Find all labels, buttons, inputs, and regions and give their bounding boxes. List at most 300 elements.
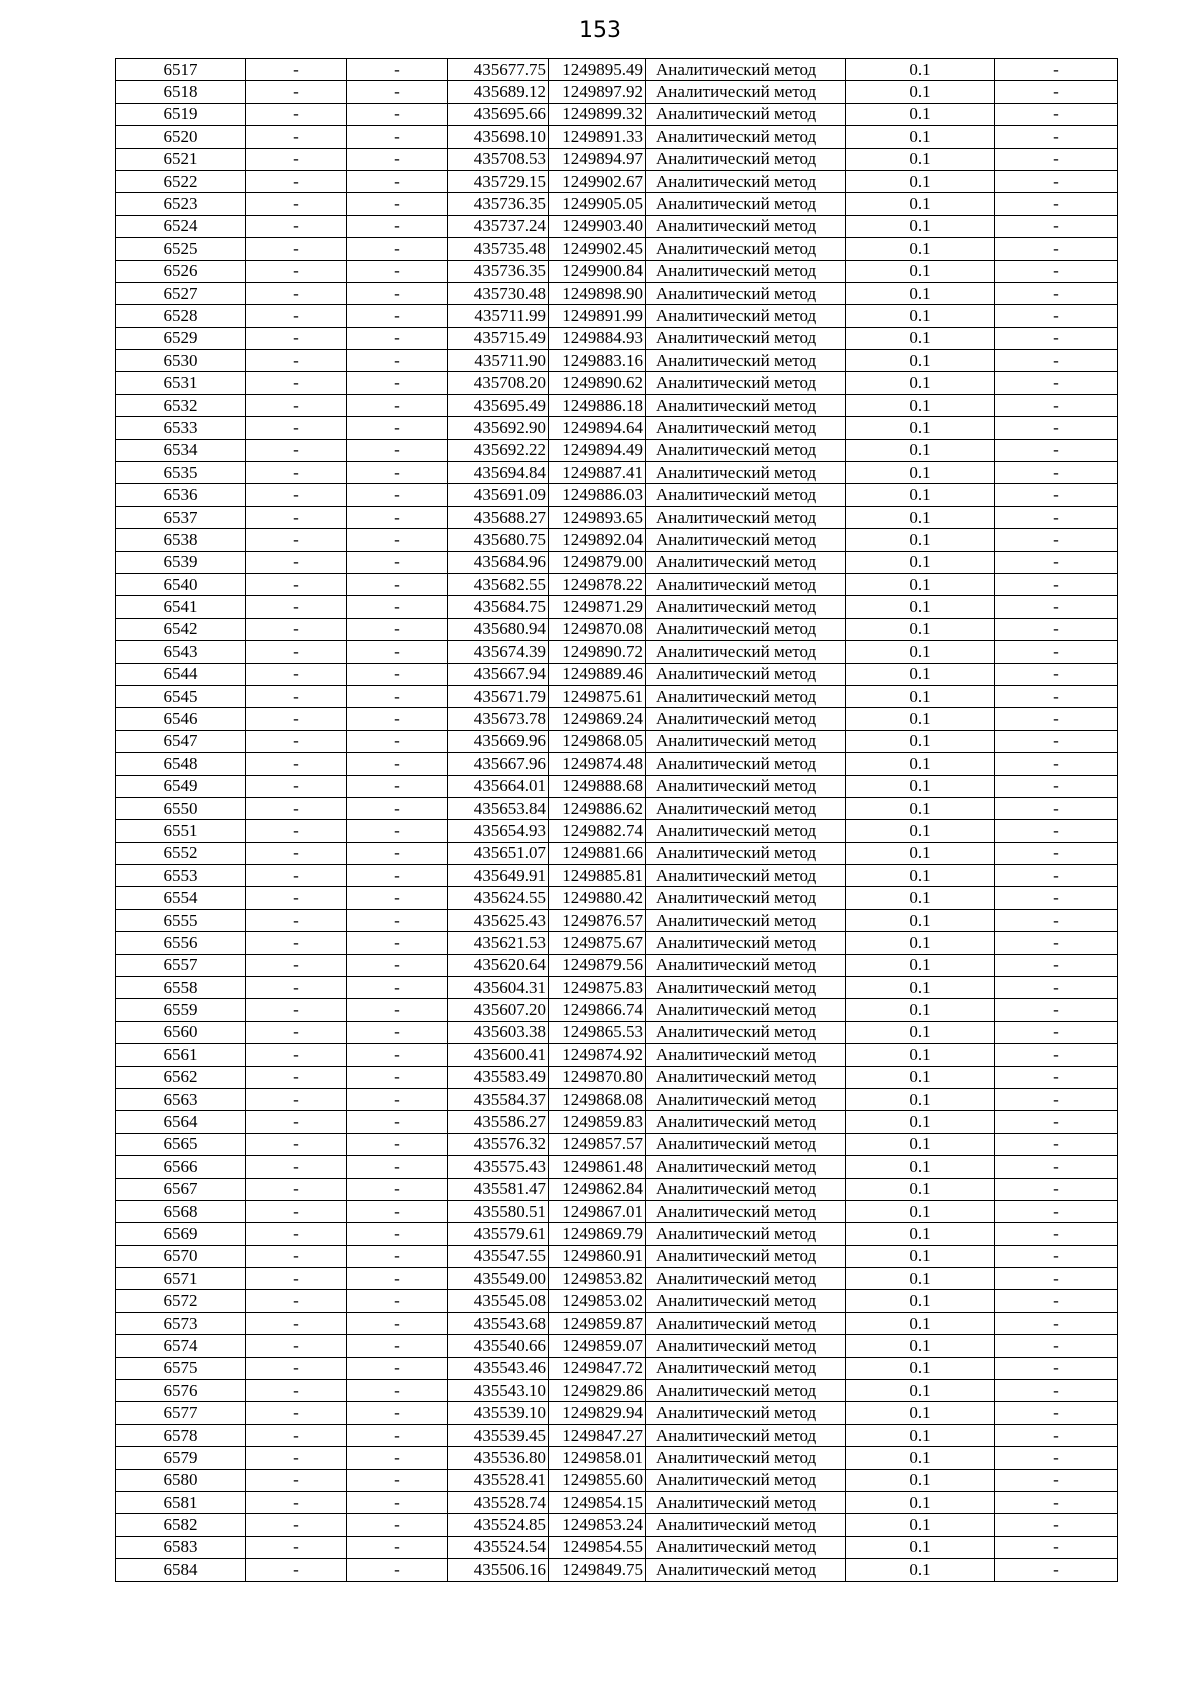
method-cell: Аналитический метод — [646, 1514, 846, 1536]
x-coordinate-cell: 435677.75 — [448, 59, 549, 81]
table-row — [116, 1066, 1118, 1088]
method-cell: Аналитический метод — [646, 573, 846, 595]
table-row — [116, 462, 1118, 484]
x-coordinate-cell: 435736.35 — [448, 260, 549, 282]
col2-cell: - — [246, 462, 347, 484]
col8-cell: - — [995, 81, 1118, 103]
col8-cell: - — [995, 1111, 1118, 1133]
col3-cell: - — [347, 1223, 448, 1245]
point-number-cell: 6523 — [116, 193, 246, 215]
col2-cell: - — [246, 260, 347, 282]
y-coordinate-cell: 1249854.15 — [549, 1492, 646, 1514]
col8-cell: - — [995, 282, 1118, 304]
y-coordinate-cell: 1249853.82 — [549, 1268, 646, 1290]
accuracy-cell: 0.1 — [846, 1335, 995, 1357]
table-row — [116, 238, 1118, 260]
method-cell: Аналитический метод — [646, 1335, 846, 1357]
point-number-cell: 6543 — [116, 641, 246, 663]
col2-cell: - — [246, 394, 347, 416]
table-row — [116, 1133, 1118, 1155]
table-row — [116, 797, 1118, 819]
col2-cell: - — [246, 1514, 347, 1536]
point-number-cell: 6584 — [116, 1559, 246, 1581]
point-number-cell: 6531 — [116, 372, 246, 394]
col3-cell: - — [347, 1088, 448, 1110]
point-number-cell: 6578 — [116, 1424, 246, 1446]
col8-cell: - — [995, 887, 1118, 909]
col2-cell: - — [246, 1402, 347, 1424]
col2-cell: - — [246, 977, 347, 999]
col8-cell: - — [995, 775, 1118, 797]
x-coordinate-cell: 435604.31 — [448, 977, 549, 999]
y-coordinate-cell: 1249853.02 — [549, 1290, 646, 1312]
x-coordinate-cell: 435711.90 — [448, 350, 549, 372]
table-row — [116, 327, 1118, 349]
table-row — [116, 170, 1118, 192]
col3-cell: - — [347, 282, 448, 304]
method-cell: Аналитический метод — [646, 708, 846, 730]
y-coordinate-cell: 1249875.83 — [549, 977, 646, 999]
accuracy-cell: 0.1 — [846, 842, 995, 864]
method-cell: Аналитический метод — [646, 170, 846, 192]
x-coordinate-cell: 435524.85 — [448, 1514, 549, 1536]
col2-cell: - — [246, 1223, 347, 1245]
table-row — [116, 954, 1118, 976]
col8-cell: - — [995, 59, 1118, 81]
point-number-cell: 6548 — [116, 753, 246, 775]
col2-cell: - — [246, 170, 347, 192]
col2-cell: - — [246, 1021, 347, 1043]
x-coordinate-cell: 435680.94 — [448, 618, 549, 640]
table-row — [116, 126, 1118, 148]
col8-cell: - — [995, 170, 1118, 192]
x-coordinate-cell: 435667.96 — [448, 753, 549, 775]
x-coordinate-cell: 435543.46 — [448, 1357, 549, 1379]
accuracy-cell: 0.1 — [846, 596, 995, 618]
x-coordinate-cell: 435539.10 — [448, 1402, 549, 1424]
accuracy-cell: 0.1 — [846, 81, 995, 103]
col3-cell: - — [347, 260, 448, 282]
accuracy-cell: 0.1 — [846, 641, 995, 663]
method-cell: Аналитический метод — [646, 977, 846, 999]
accuracy-cell: 0.1 — [846, 977, 995, 999]
table-row — [116, 1492, 1118, 1514]
x-coordinate-cell: 435528.41 — [448, 1469, 549, 1491]
method-cell: Аналитический метод — [646, 305, 846, 327]
y-coordinate-cell: 1249894.64 — [549, 417, 646, 439]
x-coordinate-cell: 435730.48 — [448, 282, 549, 304]
table-row — [116, 1245, 1118, 1267]
col8-cell: - — [995, 1290, 1118, 1312]
col3-cell: - — [347, 1402, 448, 1424]
accuracy-cell: 0.1 — [846, 327, 995, 349]
point-number-cell: 6532 — [116, 394, 246, 416]
col2-cell: - — [246, 1268, 347, 1290]
method-cell: Аналитический метод — [646, 193, 846, 215]
x-coordinate-cell: 435540.66 — [448, 1335, 549, 1357]
point-number-cell: 6541 — [116, 596, 246, 618]
method-cell: Аналитический метод — [646, 551, 846, 573]
table-row — [116, 305, 1118, 327]
x-coordinate-cell: 435624.55 — [448, 887, 549, 909]
col2-cell: - — [246, 1492, 347, 1514]
table-row — [116, 708, 1118, 730]
accuracy-cell: 0.1 — [846, 372, 995, 394]
point-number-cell: 6567 — [116, 1178, 246, 1200]
col3-cell: - — [347, 1536, 448, 1558]
y-coordinate-cell: 1249847.27 — [549, 1424, 646, 1446]
accuracy-cell: 0.1 — [846, 1111, 995, 1133]
point-number-cell: 6564 — [116, 1111, 246, 1133]
col2-cell: - — [246, 506, 347, 528]
col2-cell: - — [246, 529, 347, 551]
x-coordinate-cell: 435692.90 — [448, 417, 549, 439]
table-row — [116, 820, 1118, 842]
accuracy-cell: 0.1 — [846, 685, 995, 707]
y-coordinate-cell: 1249874.48 — [549, 753, 646, 775]
col8-cell: - — [995, 1066, 1118, 1088]
method-cell: Аналитический метод — [646, 641, 846, 663]
y-coordinate-cell: 1249829.94 — [549, 1402, 646, 1424]
x-coordinate-cell: 435583.49 — [448, 1066, 549, 1088]
y-coordinate-cell: 1249859.07 — [549, 1335, 646, 1357]
col3-cell: - — [347, 618, 448, 640]
point-number-cell: 6560 — [116, 1021, 246, 1043]
col3-cell: - — [347, 215, 448, 237]
point-number-cell: 6525 — [116, 238, 246, 260]
method-cell: Аналитический метод — [646, 372, 846, 394]
col8-cell: - — [995, 954, 1118, 976]
x-coordinate-cell: 435524.54 — [448, 1536, 549, 1558]
y-coordinate-cell: 1249892.04 — [549, 529, 646, 551]
col8-cell: - — [995, 820, 1118, 842]
col3-cell: - — [347, 1424, 448, 1446]
x-coordinate-cell: 435735.48 — [448, 238, 549, 260]
col3-cell: - — [347, 170, 448, 192]
method-cell: Аналитический метод — [646, 909, 846, 931]
col3-cell: - — [347, 887, 448, 909]
method-cell: Аналитический метод — [646, 417, 846, 439]
col2-cell: - — [246, 1380, 347, 1402]
col8-cell: - — [995, 865, 1118, 887]
col3-cell: - — [347, 1380, 448, 1402]
col3-cell: - — [347, 1178, 448, 1200]
col2-cell: - — [246, 439, 347, 461]
method-cell: Аналитический метод — [646, 1245, 846, 1267]
col2-cell: - — [246, 282, 347, 304]
col8-cell: - — [995, 730, 1118, 752]
col3-cell: - — [347, 1335, 448, 1357]
accuracy-cell: 0.1 — [846, 1447, 995, 1469]
point-number-cell: 6554 — [116, 887, 246, 909]
table-row — [116, 1380, 1118, 1402]
accuracy-cell: 0.1 — [846, 417, 995, 439]
accuracy-cell: 0.1 — [846, 1178, 995, 1200]
col3-cell: - — [347, 394, 448, 416]
col2-cell: - — [246, 685, 347, 707]
col8-cell: - — [995, 327, 1118, 349]
col2-cell: - — [246, 1066, 347, 1088]
accuracy-cell: 0.1 — [846, 1402, 995, 1424]
method-cell: Аналитический метод — [646, 215, 846, 237]
col2-cell: - — [246, 596, 347, 618]
method-cell: Аналитический метод — [646, 1357, 846, 1379]
point-number-cell: 6574 — [116, 1335, 246, 1357]
x-coordinate-cell: 435575.43 — [448, 1156, 549, 1178]
col3-cell: - — [347, 1044, 448, 1066]
col3-cell: - — [347, 103, 448, 125]
x-coordinate-cell: 435729.15 — [448, 170, 549, 192]
col8-cell: - — [995, 103, 1118, 125]
col3-cell: - — [347, 1245, 448, 1267]
point-number-cell: 6552 — [116, 842, 246, 864]
col8-cell: - — [995, 1223, 1118, 1245]
x-coordinate-cell: 435689.12 — [448, 81, 549, 103]
col3-cell: - — [347, 820, 448, 842]
table-row — [116, 753, 1118, 775]
table-row — [116, 439, 1118, 461]
y-coordinate-cell: 1249855.60 — [549, 1469, 646, 1491]
col8-cell: - — [995, 977, 1118, 999]
col2-cell: - — [246, 887, 347, 909]
x-coordinate-cell: 435545.08 — [448, 1290, 549, 1312]
col3-cell: - — [347, 977, 448, 999]
col3-cell: - — [347, 350, 448, 372]
col8-cell: - — [995, 148, 1118, 170]
col8-cell: - — [995, 641, 1118, 663]
col8-cell: - — [995, 1559, 1118, 1581]
col8-cell: - — [995, 1424, 1118, 1446]
col2-cell: - — [246, 1044, 347, 1066]
point-number-cell: 6575 — [116, 1357, 246, 1379]
point-number-cell: 6562 — [116, 1066, 246, 1088]
col3-cell: - — [347, 842, 448, 864]
y-coordinate-cell: 1249861.48 — [549, 1156, 646, 1178]
col2-cell: - — [246, 1469, 347, 1491]
col3-cell: - — [347, 327, 448, 349]
coordinates-table — [115, 58, 1118, 1582]
table-row — [116, 685, 1118, 707]
method-cell: Аналитический метод — [646, 506, 846, 528]
point-number-cell: 6544 — [116, 663, 246, 685]
col3-cell: - — [347, 1559, 448, 1581]
x-coordinate-cell: 435528.74 — [448, 1492, 549, 1514]
col2-cell: - — [246, 1156, 347, 1178]
method-cell: Аналитический метод — [646, 1088, 846, 1110]
method-cell: Аналитический метод — [646, 1268, 846, 1290]
col8-cell: - — [995, 215, 1118, 237]
y-coordinate-cell: 1249894.97 — [549, 148, 646, 170]
col3-cell: - — [347, 932, 448, 954]
col8-cell: - — [995, 663, 1118, 685]
accuracy-cell: 0.1 — [846, 305, 995, 327]
table-row — [116, 909, 1118, 931]
table-row — [116, 260, 1118, 282]
x-coordinate-cell: 435711.99 — [448, 305, 549, 327]
col2-cell: - — [246, 641, 347, 663]
y-coordinate-cell: 1249878.22 — [549, 573, 646, 595]
method-cell: Аналитический метод — [646, 1424, 846, 1446]
table-row — [116, 887, 1118, 909]
col2-cell: - — [246, 1424, 347, 1446]
method-cell: Аналитический метод — [646, 820, 846, 842]
table-row — [116, 506, 1118, 528]
col3-cell: - — [347, 305, 448, 327]
col3-cell: - — [347, 1111, 448, 1133]
accuracy-cell: 0.1 — [846, 282, 995, 304]
table-row — [116, 1111, 1118, 1133]
x-coordinate-cell: 435600.41 — [448, 1044, 549, 1066]
col2-cell: - — [246, 1312, 347, 1334]
y-coordinate-cell: 1249870.80 — [549, 1066, 646, 1088]
table-row — [116, 573, 1118, 595]
point-number-cell: 6528 — [116, 305, 246, 327]
accuracy-cell: 0.1 — [846, 1492, 995, 1514]
accuracy-cell: 0.1 — [846, 797, 995, 819]
col3-cell: - — [347, 529, 448, 551]
col8-cell: - — [995, 260, 1118, 282]
col3-cell: - — [347, 59, 448, 81]
table-row — [116, 1178, 1118, 1200]
col3-cell: - — [347, 148, 448, 170]
y-coordinate-cell: 1249857.57 — [549, 1133, 646, 1155]
point-number-cell: 6579 — [116, 1447, 246, 1469]
x-coordinate-cell: 435620.64 — [448, 954, 549, 976]
point-number-cell: 6517 — [116, 59, 246, 81]
point-number-cell: 6555 — [116, 909, 246, 931]
accuracy-cell: 0.1 — [846, 1021, 995, 1043]
point-number-cell: 6542 — [116, 618, 246, 640]
col2-cell: - — [246, 797, 347, 819]
accuracy-cell: 0.1 — [846, 126, 995, 148]
x-coordinate-cell: 435536.80 — [448, 1447, 549, 1469]
table-row — [116, 1223, 1118, 1245]
point-number-cell: 6521 — [116, 148, 246, 170]
accuracy-cell: 0.1 — [846, 865, 995, 887]
method-cell: Аналитический метод — [646, 1402, 846, 1424]
col2-cell: - — [246, 753, 347, 775]
col3-cell: - — [347, 372, 448, 394]
accuracy-cell: 0.1 — [846, 573, 995, 595]
method-cell: Аналитический метод — [646, 596, 846, 618]
table-row — [116, 1156, 1118, 1178]
x-coordinate-cell: 435549.00 — [448, 1268, 549, 1290]
col2-cell: - — [246, 238, 347, 260]
col8-cell: - — [995, 1380, 1118, 1402]
x-coordinate-cell: 435737.24 — [448, 215, 549, 237]
col2-cell: - — [246, 193, 347, 215]
table-row — [116, 1514, 1118, 1536]
col2-cell: - — [246, 573, 347, 595]
table-row — [116, 148, 1118, 170]
col8-cell: - — [995, 394, 1118, 416]
col2-cell: - — [246, 327, 347, 349]
method-cell: Аналитический метод — [646, 954, 846, 976]
col8-cell: - — [995, 1178, 1118, 1200]
col2-cell: - — [246, 909, 347, 931]
method-cell: Аналитический метод — [646, 282, 846, 304]
table-row — [116, 1536, 1118, 1558]
x-coordinate-cell: 435680.75 — [448, 529, 549, 551]
x-coordinate-cell: 435576.32 — [448, 1133, 549, 1155]
y-coordinate-cell: 1249884.93 — [549, 327, 646, 349]
x-coordinate-cell: 435684.75 — [448, 596, 549, 618]
y-coordinate-cell: 1249865.53 — [549, 1021, 646, 1043]
x-coordinate-cell: 435539.45 — [448, 1424, 549, 1446]
method-cell: Аналитический метод — [646, 148, 846, 170]
x-coordinate-cell: 435667.94 — [448, 663, 549, 685]
table-row — [116, 215, 1118, 237]
col3-cell: - — [347, 1133, 448, 1155]
y-coordinate-cell: 1249883.16 — [549, 350, 646, 372]
table-row — [116, 529, 1118, 551]
x-coordinate-cell: 435579.61 — [448, 1223, 549, 1245]
accuracy-cell: 0.1 — [846, 529, 995, 551]
x-coordinate-cell: 435715.49 — [448, 327, 549, 349]
y-coordinate-cell: 1249862.84 — [549, 1178, 646, 1200]
y-coordinate-cell: 1249899.32 — [549, 103, 646, 125]
y-coordinate-cell: 1249858.01 — [549, 1447, 646, 1469]
col3-cell: - — [347, 641, 448, 663]
y-coordinate-cell: 1249888.68 — [549, 775, 646, 797]
table-row — [116, 1044, 1118, 1066]
point-number-cell: 6571 — [116, 1268, 246, 1290]
accuracy-cell: 0.1 — [846, 1133, 995, 1155]
table-row — [116, 1447, 1118, 1469]
y-coordinate-cell: 1249870.08 — [549, 618, 646, 640]
table-row — [116, 977, 1118, 999]
col8-cell: - — [995, 1357, 1118, 1379]
col3-cell: - — [347, 596, 448, 618]
point-number-cell: 6537 — [116, 506, 246, 528]
x-coordinate-cell: 435603.38 — [448, 1021, 549, 1043]
col2-cell: - — [246, 1200, 347, 1222]
accuracy-cell: 0.1 — [846, 260, 995, 282]
col3-cell: - — [347, 81, 448, 103]
col2-cell: - — [246, 148, 347, 170]
method-cell: Аналитический метод — [646, 865, 846, 887]
x-coordinate-cell: 435684.96 — [448, 551, 549, 573]
table-row — [116, 932, 1118, 954]
point-number-cell: 6580 — [116, 1469, 246, 1491]
point-number-cell: 6565 — [116, 1133, 246, 1155]
accuracy-cell: 0.1 — [846, 170, 995, 192]
y-coordinate-cell: 1249866.74 — [549, 999, 646, 1021]
x-coordinate-cell: 435543.10 — [448, 1380, 549, 1402]
col8-cell: - — [995, 484, 1118, 506]
accuracy-cell: 0.1 — [846, 775, 995, 797]
point-number-cell: 6519 — [116, 103, 246, 125]
y-coordinate-cell: 1249874.92 — [549, 1044, 646, 1066]
accuracy-cell: 0.1 — [846, 1290, 995, 1312]
table-row — [116, 1424, 1118, 1446]
accuracy-cell: 0.1 — [846, 1380, 995, 1402]
point-number-cell: 6583 — [116, 1536, 246, 1558]
method-cell: Аналитический метод — [646, 1312, 846, 1334]
method-cell: Аналитический метод — [646, 753, 846, 775]
col2-cell: - — [246, 372, 347, 394]
point-number-cell: 6563 — [116, 1088, 246, 1110]
table-row — [116, 1357, 1118, 1379]
col2-cell: - — [246, 59, 347, 81]
col2-cell: - — [246, 305, 347, 327]
col8-cell: - — [995, 417, 1118, 439]
method-cell: Аналитический метод — [646, 260, 846, 282]
col2-cell: - — [246, 1447, 347, 1469]
col8-cell: - — [995, 596, 1118, 618]
method-cell: Аналитический метод — [646, 1021, 846, 1043]
accuracy-cell: 0.1 — [846, 1559, 995, 1581]
